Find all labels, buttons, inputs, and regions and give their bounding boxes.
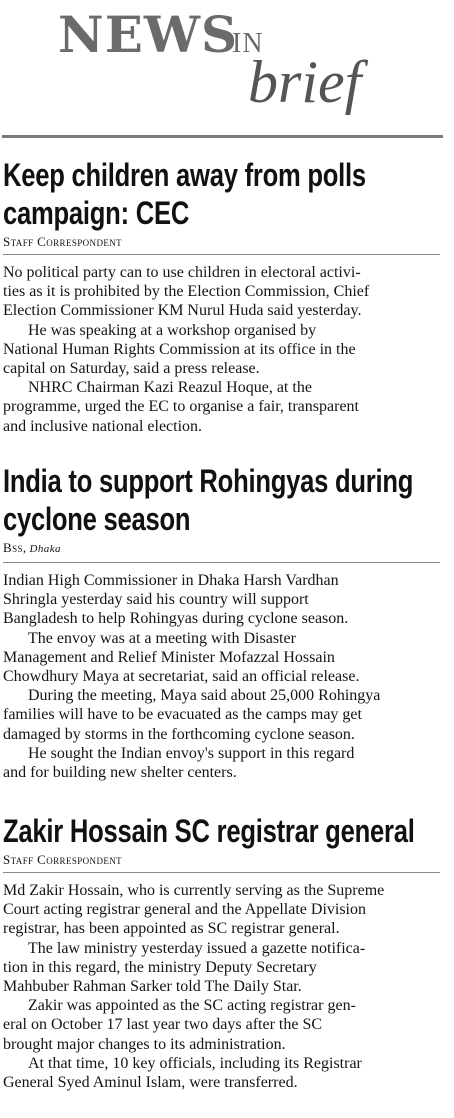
story-paragraph bbox=[3, 321, 440, 379]
masthead-brief: brief bbox=[248, 49, 362, 115]
text-line: ties as it is prohibited by the Election Commission, Chief bbox=[3, 283, 370, 301]
byline-divider bbox=[3, 254, 440, 255]
story-rohingya-cyclone bbox=[3, 462, 440, 782]
story-body bbox=[3, 571, 440, 782]
text-line: General Syed Aminul Islam, were transferred. bbox=[3, 1074, 298, 1092]
text-line: damaged by storms in the forthcoming cyclone season. bbox=[3, 725, 355, 743]
headline-line: Keep children away from polls bbox=[3, 157, 366, 193]
story-paragraph bbox=[3, 378, 440, 436]
text-line: and inclusive national election. bbox=[3, 417, 203, 435]
masthead-news: NEWS bbox=[58, 5, 239, 64]
text-line: tion in this regard, the ministry Deputy Secretary bbox=[3, 958, 317, 976]
text-line: The envoy was at a meeting with Disaster bbox=[28, 629, 296, 647]
byline-author: Staff Correspondent bbox=[3, 852, 123, 867]
text-line: National Human Rights Commission at its office in the bbox=[3, 340, 356, 358]
story-headline bbox=[3, 812, 440, 850]
masthead-in: IN bbox=[232, 28, 264, 59]
text-line: He was speaking at a workshop organised by bbox=[28, 321, 317, 339]
text-line: During the meeting, Maya said about 25,000 Rohingya bbox=[28, 687, 381, 705]
byline-divider bbox=[3, 562, 440, 563]
byline-divider bbox=[3, 872, 440, 873]
story-byline bbox=[3, 851, 440, 868]
story-paragraph bbox=[3, 939, 440, 997]
byline-place: Dhaka bbox=[29, 543, 61, 555]
byline-author: Staff Correspondent bbox=[3, 234, 123, 249]
story-byline bbox=[3, 233, 440, 250]
text-line: Court acting registrar general and the Appellate Division bbox=[3, 901, 366, 919]
story-paragraph bbox=[3, 629, 440, 687]
masthead-divider bbox=[2, 135, 443, 138]
story-paragraph bbox=[3, 996, 440, 1054]
text-line: Indian High Commissioner in Dhaka Harsh Vardhan bbox=[3, 572, 339, 589]
byline-author: Bss, bbox=[3, 540, 27, 555]
headline-line: India to support Rohingyas during bbox=[3, 463, 414, 499]
text-line: He sought the Indian envoy's support in this regard bbox=[28, 744, 355, 762]
headline-line: Zakir Hossain SC registrar general bbox=[3, 813, 415, 849]
text-line: Management and Relief Minister Mofazzal Hossain bbox=[3, 648, 335, 666]
story-paragraph bbox=[3, 881, 440, 939]
story-paragraph bbox=[3, 571, 440, 629]
headline-line: campaign: CEC bbox=[3, 195, 190, 231]
headline-line: cyclone season bbox=[3, 501, 191, 537]
masthead bbox=[0, 0, 454, 132]
text-line: capital on Saturday, said a press release. bbox=[3, 360, 260, 378]
story-paragraph bbox=[3, 686, 440, 744]
text-line: Bangladesh to help Rohingyas during cyclone season. bbox=[3, 610, 349, 628]
story-body bbox=[3, 263, 440, 436]
text-line: NHRC Chairman Kazi Reazul Hoque, at the bbox=[28, 379, 312, 397]
text-line: The law ministry yesterday issued a gazette notifica- bbox=[28, 939, 366, 957]
story-sc-registrar bbox=[3, 812, 440, 1092]
text-line: No political party can to use children in electoral activi- bbox=[3, 264, 361, 281]
story-paragraph bbox=[3, 263, 440, 321]
text-line: families will have to be evacuated as the camps may get bbox=[3, 706, 362, 724]
story-byline bbox=[3, 539, 440, 558]
text-line: and for building new shelter centers. bbox=[3, 764, 237, 782]
text-line: Chowdhury Maya at secretariat, said an official release. bbox=[3, 668, 360, 686]
text-line: Mahbuber Rahman Sarker told The Daily Star. bbox=[3, 978, 302, 996]
text-line: brought major changes to its administration. bbox=[3, 1035, 286, 1053]
text-line: Election Commissioner KM Nurul Huda said yesterday. bbox=[3, 302, 362, 320]
text-line: programme, urged the EC to organise a fair, transparent bbox=[3, 398, 359, 416]
text-line: Shringla yesterday said his country will support bbox=[3, 591, 309, 609]
story-body bbox=[3, 881, 440, 1092]
text-line: Md Zakir Hossain, who is currently serving as the Supreme bbox=[3, 882, 385, 899]
story-polls-campaign bbox=[3, 156, 440, 436]
story-paragraph bbox=[3, 744, 440, 782]
text-line: registrar, has been appointed as SC registrar general. bbox=[3, 920, 340, 938]
text-line: Zakir was appointed as the SC acting registrar gen- bbox=[28, 997, 356, 1015]
text-line: At that time, 10 key officials, including its Registrar bbox=[28, 1054, 362, 1072]
story-paragraph bbox=[3, 1054, 440, 1092]
text-line: eral on October 17 last year two days after the SC bbox=[3, 1016, 323, 1034]
story-headline bbox=[3, 462, 440, 538]
story-headline bbox=[3, 156, 440, 232]
